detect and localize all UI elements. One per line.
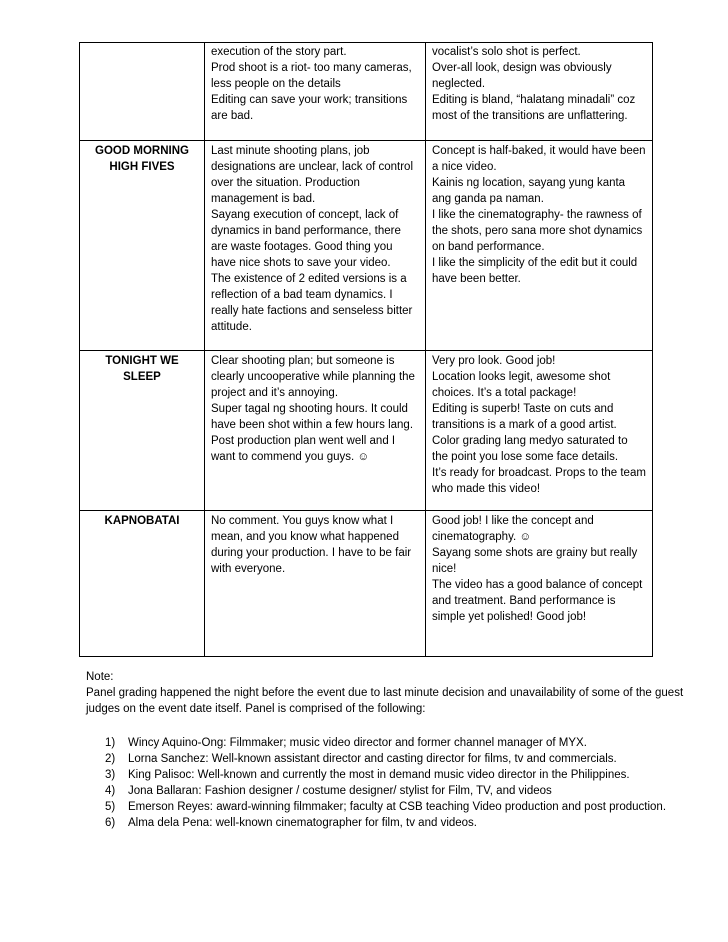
table-row (80, 351, 653, 511)
list-item (86, 751, 686, 767)
comment-line: Post production plan went well and I want to commend you guys. ☺ (211, 435, 396, 463)
note-section (86, 669, 686, 831)
list-number: 2) (105, 753, 116, 765)
output-comments-cell (426, 511, 653, 657)
note-heading: Note: (86, 671, 114, 683)
comment-line: The video has a good balance of concept and treatment. Band performance is simple yet polished! Good job! (432, 579, 643, 623)
comment-line: The existence of 2 edited versions is a reflection of a bad team dynamics. I really hate factions and senseless bitter attitude. (211, 273, 413, 333)
evaluation-table (79, 42, 653, 657)
note-body: Panel grading happened the night before the event due to last minute decision and unavailability of some of the guest judges on the event date itself. Panel is comprised of the following: (86, 687, 684, 715)
comment-line: Good job! I like the concept and cinematography. ☺ (432, 515, 594, 543)
production-comments-cell (205, 351, 426, 511)
comment-line: Very pro look. Good job! (432, 355, 556, 367)
judge-entry: Lorna Sanchez: Well-known assistant director and casting director for films, tv and commercials. (128, 753, 617, 765)
comment-line: I like the simplicity of the edit but it could have been better. (432, 257, 638, 285)
comment-line: Last minute shooting plans, job designations are unclear, lack of control over the situation. Production management is bad. (211, 145, 414, 205)
comment-line: Sayang execution of concept, lack of dynamics in band performance, there are waste footages. Good thing you have nice shots to save your video. (211, 209, 401, 269)
judge-entry: Wincy Aquino-Ong: Filmmaker; music video director and former channel manager of MYX. (128, 737, 587, 749)
output-comments-cell (426, 141, 653, 351)
comment-line: No comment. You guys know what I mean, and you know what happened during your production. I have to be fair with everyone. (211, 515, 412, 575)
comment-line: Prod shoot is a riot- too many cameras, less people on the details (211, 62, 412, 90)
team-name-cell: KAPNOBATAI (80, 511, 205, 657)
list-number: 4) (105, 785, 116, 797)
comment-line: Super tagal ng shooting hours. It could have been shot within a few hours lang. (211, 403, 414, 431)
comment-line: vocalist’s solo shot is perfect. (432, 46, 581, 58)
comment-line: Editing is bland, “halatang minadali” coz most of the transitions are unflattering. (432, 94, 636, 122)
comment-line: Color grading lang medyo saturated to the point you lose some face details. (432, 435, 628, 463)
list-number: 1) (105, 737, 116, 749)
team-name-cell: TONIGHT WE SLEEP (80, 351, 205, 511)
team-name-cell: GOOD MORNING HIGH FIVES (80, 141, 205, 351)
comment-line: Over-all look, design was obviously neglected. (432, 62, 612, 90)
table-row (80, 511, 653, 657)
judge-entry: Jona Ballaran: Fashion designer / costume designer/ stylist for Film, TV, and videos (128, 785, 552, 797)
list-number: 5) (105, 801, 116, 813)
comment-line: Editing is superb! Taste on cuts and transitions is a mark of a good artist. (432, 403, 617, 431)
comment-line: It’s ready for broadcast. Props to the team who made this video! (432, 467, 646, 495)
production-comments-cell (205, 141, 426, 351)
judges-list (86, 735, 686, 831)
table-row (80, 43, 653, 141)
comment-line: Clear shooting plan; but someone is clearly uncooperative while planning the project and it’s annoying. (211, 355, 415, 399)
judge-entry: Emerson Reyes: award-winning filmmaker; faculty at CSB teaching Video production and post production. (128, 801, 667, 813)
table-row (80, 141, 653, 351)
comment-line: execution of the story part. (211, 46, 347, 58)
comment-line: I like the cinematography- the rawness of the shots, pero sana more shot dynamics on band performance. (432, 209, 643, 253)
production-comments-cell (205, 511, 426, 657)
list-number: 6) (105, 817, 116, 829)
list-item (86, 735, 686, 751)
output-comments-cell (426, 351, 653, 511)
list-item (86, 783, 686, 799)
comment-line: Sayang some shots are grainy but really nice! (432, 547, 638, 575)
list-item (86, 799, 686, 815)
production-comments-cell (205, 43, 426, 141)
judge-entry: King Palisoc: Well-known and currently the most in demand music video director in the Philippines. (128, 769, 630, 781)
output-comments-cell (426, 43, 653, 141)
list-item (86, 815, 686, 831)
comment-line: Location looks legit, awesome shot choices. It’s a total package! (432, 371, 611, 399)
comment-line: Kainis ng location, sayang yung kanta ang ganda pa naman. (432, 177, 626, 205)
comment-line: Editing can save your work; transitions are bad. (211, 94, 408, 122)
list-item (86, 767, 686, 783)
list-number: 3) (105, 769, 116, 781)
team-name-cell (80, 43, 205, 141)
judge-entry: Alma dela Pena: well-known cinematographer for film, tv and videos. (128, 817, 478, 829)
comment-line: Concept is half-baked, it would have been a nice video. (432, 145, 646, 173)
